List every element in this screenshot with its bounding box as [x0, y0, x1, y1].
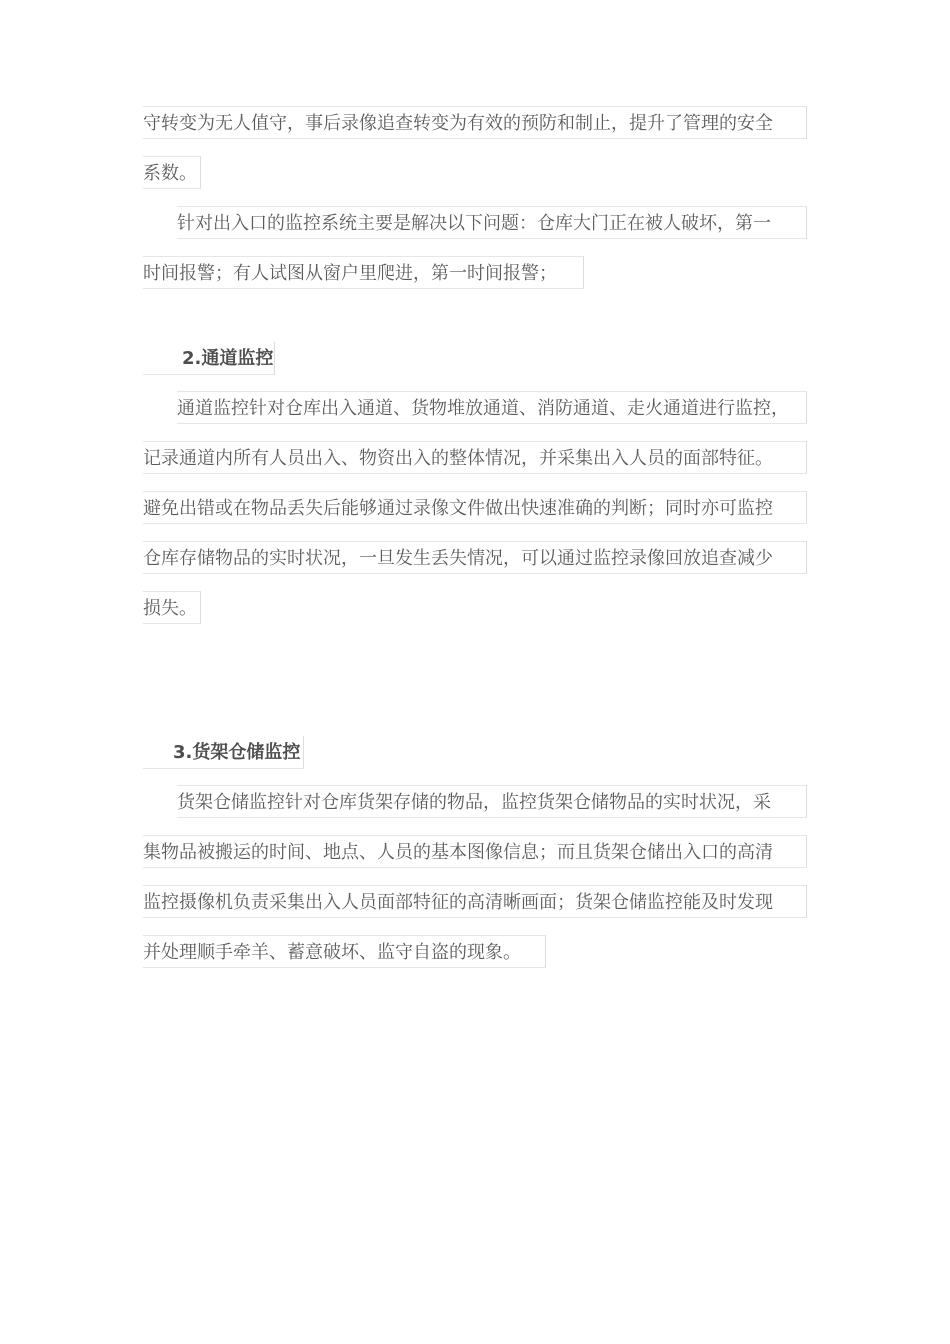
paragraph-line: 记录通道内所有人员出入、物资出入的整体情况，并采集出入人员的面部特征。	[143, 441, 807, 474]
section-heading: 3.货架仓储监控	[143, 736, 304, 769]
paragraph-line: 并处理顺手牵羊、蓄意破坏、监守自盗的现象。	[143, 935, 546, 968]
paragraph-line: 集物品被搬运的时间、地点、人员的基本图像信息；而且货架仓储出入口的高清	[143, 835, 807, 868]
paragraph-line: 货架仓储监控针对仓库货架存储的物品，监控货架仓储物品的实时状况，采	[177, 785, 807, 818]
paragraph-line: 避免出错或在物品丢失后能够通过录像文件做出快速准确的判断；同时亦可监控	[143, 491, 807, 524]
paragraph-line: 通道监控针对仓库出入通道、货物堆放通道、消防通道、走火通道进行监控，	[177, 391, 807, 424]
paragraph-line: 针对出入口的监控系统主要是解决以下问题：仓库大门正在被人破坏，第一	[177, 206, 807, 239]
section-heading: 2.通道监控	[143, 342, 275, 375]
paragraph-line: 仓库存储物品的实时状况，一旦发生丢失情况，可以通过监控录像回放追查减少	[143, 541, 807, 574]
paragraph-line: 守转变为无人值守，事后录像追查转变为有效的预防和制止，提升了管理的安全	[143, 106, 807, 139]
paragraph-line: 时间报警；有人试图从窗户里爬进，第一时间报警；	[143, 256, 584, 289]
paragraph-line: 系数。	[143, 156, 201, 189]
paragraph-line: 损失。	[143, 591, 201, 624]
paragraph-line: 监控摄像机负责采集出入人员面部特征的高清晰画面；货架仓储监控能及时发现	[143, 885, 807, 918]
